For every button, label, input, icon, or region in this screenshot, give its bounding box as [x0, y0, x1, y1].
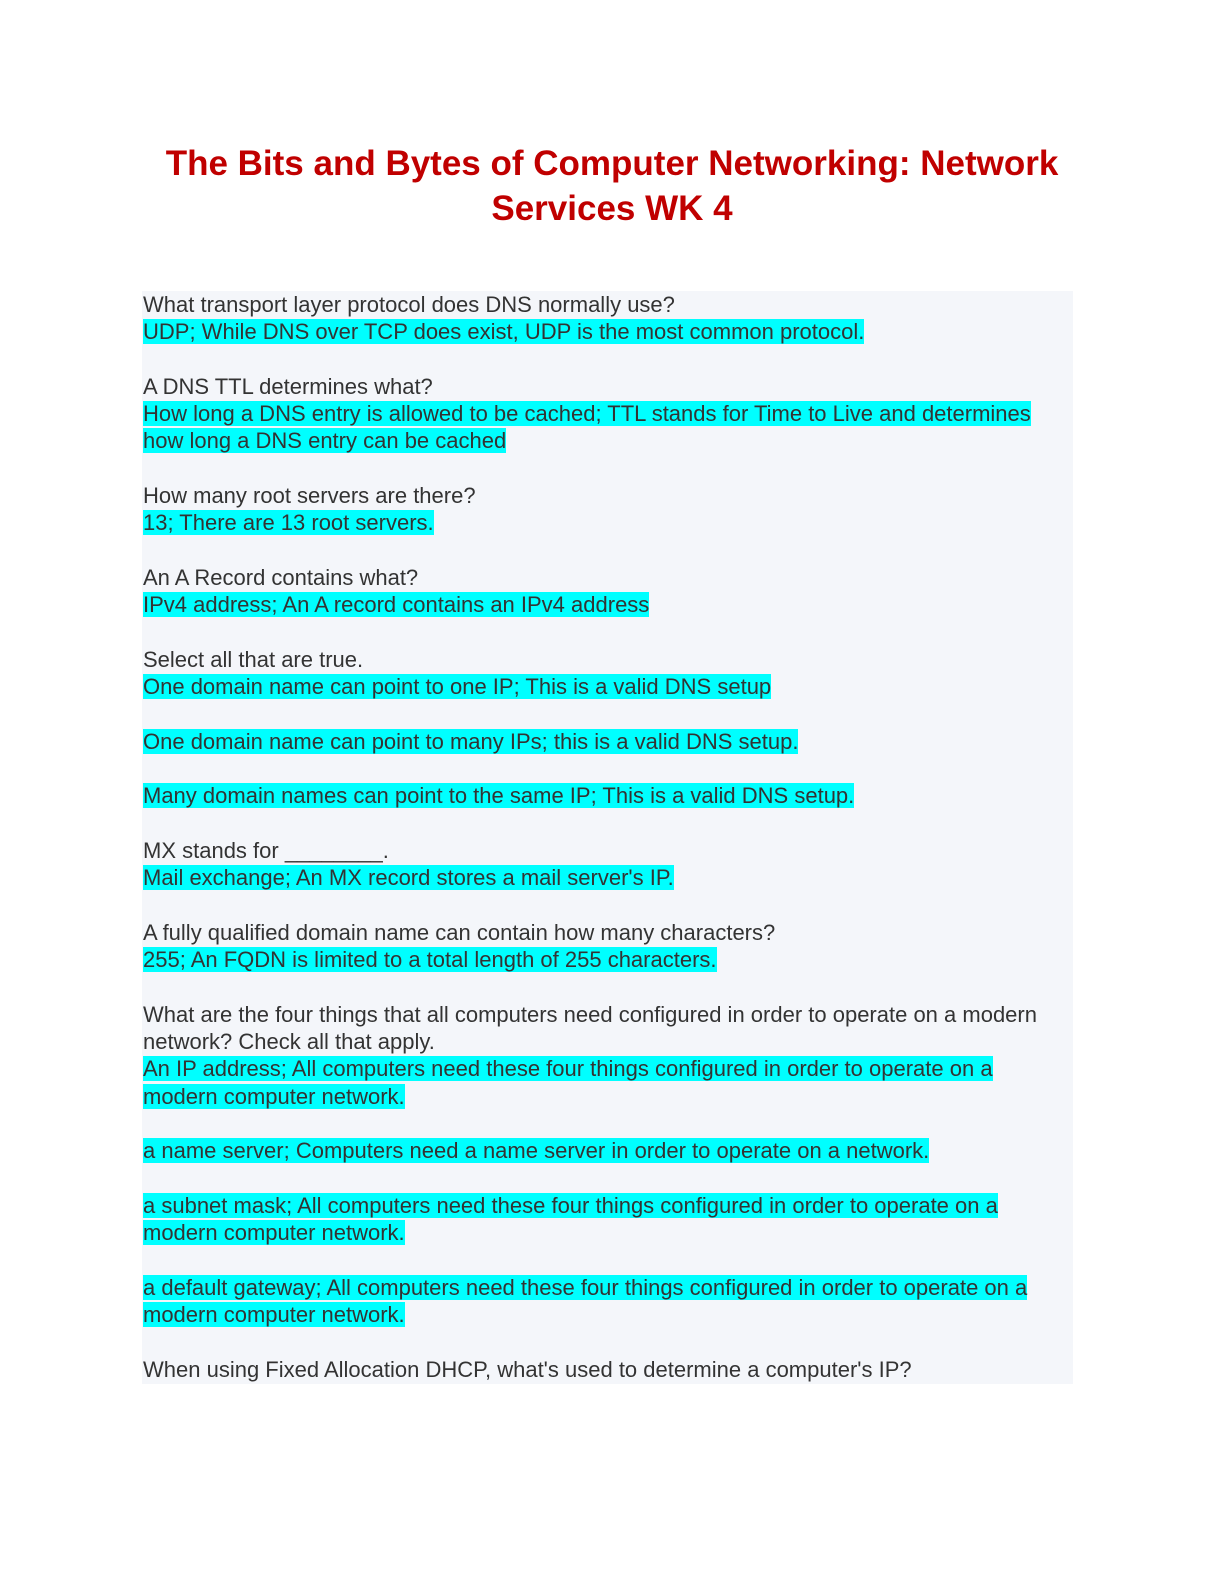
answer-text: UDP; While DNS over TCP does exist, UDP is the most common protocol.: [143, 319, 865, 345]
question-text: When using Fixed Allocation DHCP, what's used to determine a computer's IP?: [143, 1356, 912, 1382]
answer-text: How long a DNS entry is allowed to be cached; TTL stands for Time to Live and determines how long a DNS entry can be cached: [143, 401, 1031, 454]
qa-item: [143, 919, 1073, 974]
qa-item: [143, 564, 1073, 619]
qa-item: [143, 482, 1073, 537]
answer-text: IPv4 address; An A record contains an IPv4 address: [143, 592, 650, 618]
question-text: How many root servers are there?: [143, 483, 476, 509]
qa-item: [143, 1001, 1073, 1329]
answer-text: a name server; Computers need a name server in order to operate on a network.: [143, 1138, 930, 1164]
question-text: Select all that are true.: [143, 646, 364, 672]
question-text: A fully qualified domain name can contain how many characters?: [143, 919, 776, 945]
qa-item: [143, 291, 1073, 346]
qa-list: [143, 291, 1073, 1383]
qa-item: [143, 646, 1073, 810]
answer-text: An IP address; All computers need these four things configured in order to operate on a modern computer network.: [143, 1056, 993, 1109]
question-text: What transport layer protocol does DNS normally use?: [143, 292, 675, 317]
question-text: MX stands for ________.: [143, 837, 389, 863]
answer-text: Many domain names can point to the same IP; This is a valid DNS setup.: [143, 783, 855, 809]
answer-text: a default gateway; All computers need these four things configured in order to operate on a modern computer network.: [143, 1274, 1028, 1327]
question-text: An A Record contains what?: [143, 564, 419, 590]
answer-text: Mail exchange; An MX record stores a mail server's IP.: [143, 865, 674, 891]
answer-text: One domain name can point to one IP; This is a valid DNS setup: [143, 674, 772, 700]
answer-text: a subnet mask; All computers need these four things configured in order to operate on a modern computer network.: [143, 1192, 998, 1246]
document-title: The Bits and Bytes of Computer Networking: Network Services WK 4: [165, 144, 1059, 228]
qa-item: [143, 837, 1073, 892]
answer-text: One domain name can point to many IPs; this is a valid DNS setup.: [143, 728, 799, 754]
question-text: What are the four things that all computers need configured in order to operate on a modern network? Check all that apply.: [143, 1001, 1037, 1055]
answer-text: 255; An FQDN is limited to a total length of 255 characters.: [143, 947, 717, 973]
answer-text: 13; There are 13 root servers.: [143, 510, 434, 536]
question-text: A DNS TTL determines what?: [143, 373, 433, 399]
qa-item: [143, 373, 1073, 455]
qa-item: [143, 1356, 1073, 1383]
